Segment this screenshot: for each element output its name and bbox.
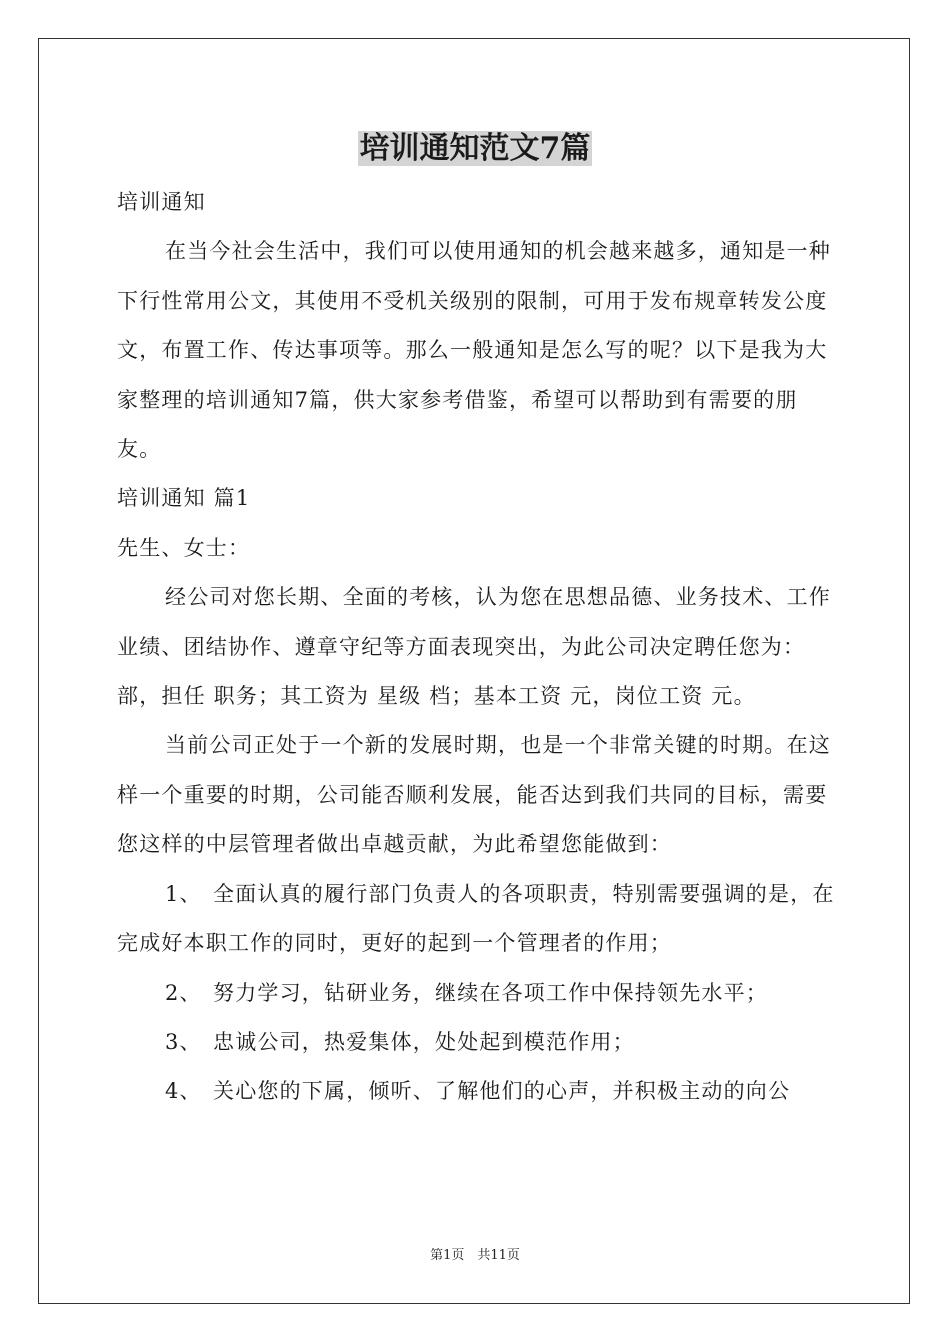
list-item-text: 全面认真的履行部门负责人的各项职责，特别需要强调的是，在完成好本职工作的同时，更好的起到一个管理者的作用； bbox=[117, 881, 835, 956]
expectation-paragraph: 当前公司正处于一个新的发展时期，也是一个非常关键的时期。在这样一个重要的时期，公司能否顺利发展，能否达到我们共同的目标，需要您这样的中层管理者做出卓越贡献，为此希望您能做到： bbox=[117, 733, 831, 857]
heading-text: 培训通知 bbox=[117, 190, 206, 214]
list-item bbox=[117, 870, 837, 969]
list-item-number: 1、 bbox=[165, 881, 202, 906]
page-footer: 第1页 共11页 bbox=[430, 1248, 520, 1263]
section-heading: 培训通知 篇1 bbox=[117, 486, 251, 511]
list-item-number: 2、 bbox=[165, 980, 202, 1005]
list-item-text: 努力学习，钻研业务，继续在各项工作中保持领先水平； bbox=[213, 980, 768, 1005]
list-item bbox=[117, 1067, 837, 1116]
list-item-number: 4、 bbox=[165, 1079, 202, 1104]
appointment-paragraph: 经公司对您长期、全面的考核，认为您在思想品德、业务技术、工作业绩、团结协作、遵章守纪等方面表现突出，为此公司决定聘任您为： 部，担任 职务；其工资为 星级 档；基本工资 元，岗位工资 元。 bbox=[117, 585, 831, 709]
list-item bbox=[117, 969, 837, 1018]
document-title bbox=[0, 128, 950, 170]
list-item bbox=[117, 1018, 837, 1067]
list-item-text: 关心您的下属，倾听、了解他们的心声，并积极主动的向公 bbox=[213, 1079, 791, 1104]
document-title-text: 培训通知范文7篇 bbox=[359, 131, 591, 166]
intro-paragraph: 在当今社会生活中，我们可以使用通知的机会越来越多，通知是一种下行性常用公文，其使用不受机关级别的限制，可用于发布规章转发公度文，布置工作、传达事项等。那么一般通知是怎么写的呢？以下是我为大家整理的培训通知7篇，供大家参考借鉴，希望可以帮助到有需要的朋友。 bbox=[117, 239, 831, 462]
document-body bbox=[117, 178, 837, 1117]
list-item-text: 忠诚公司，热爱集体，处处起到模范作用； bbox=[213, 1029, 635, 1054]
list-item-number: 3、 bbox=[165, 1029, 202, 1054]
salutation: 先生、女士： bbox=[117, 535, 251, 560]
